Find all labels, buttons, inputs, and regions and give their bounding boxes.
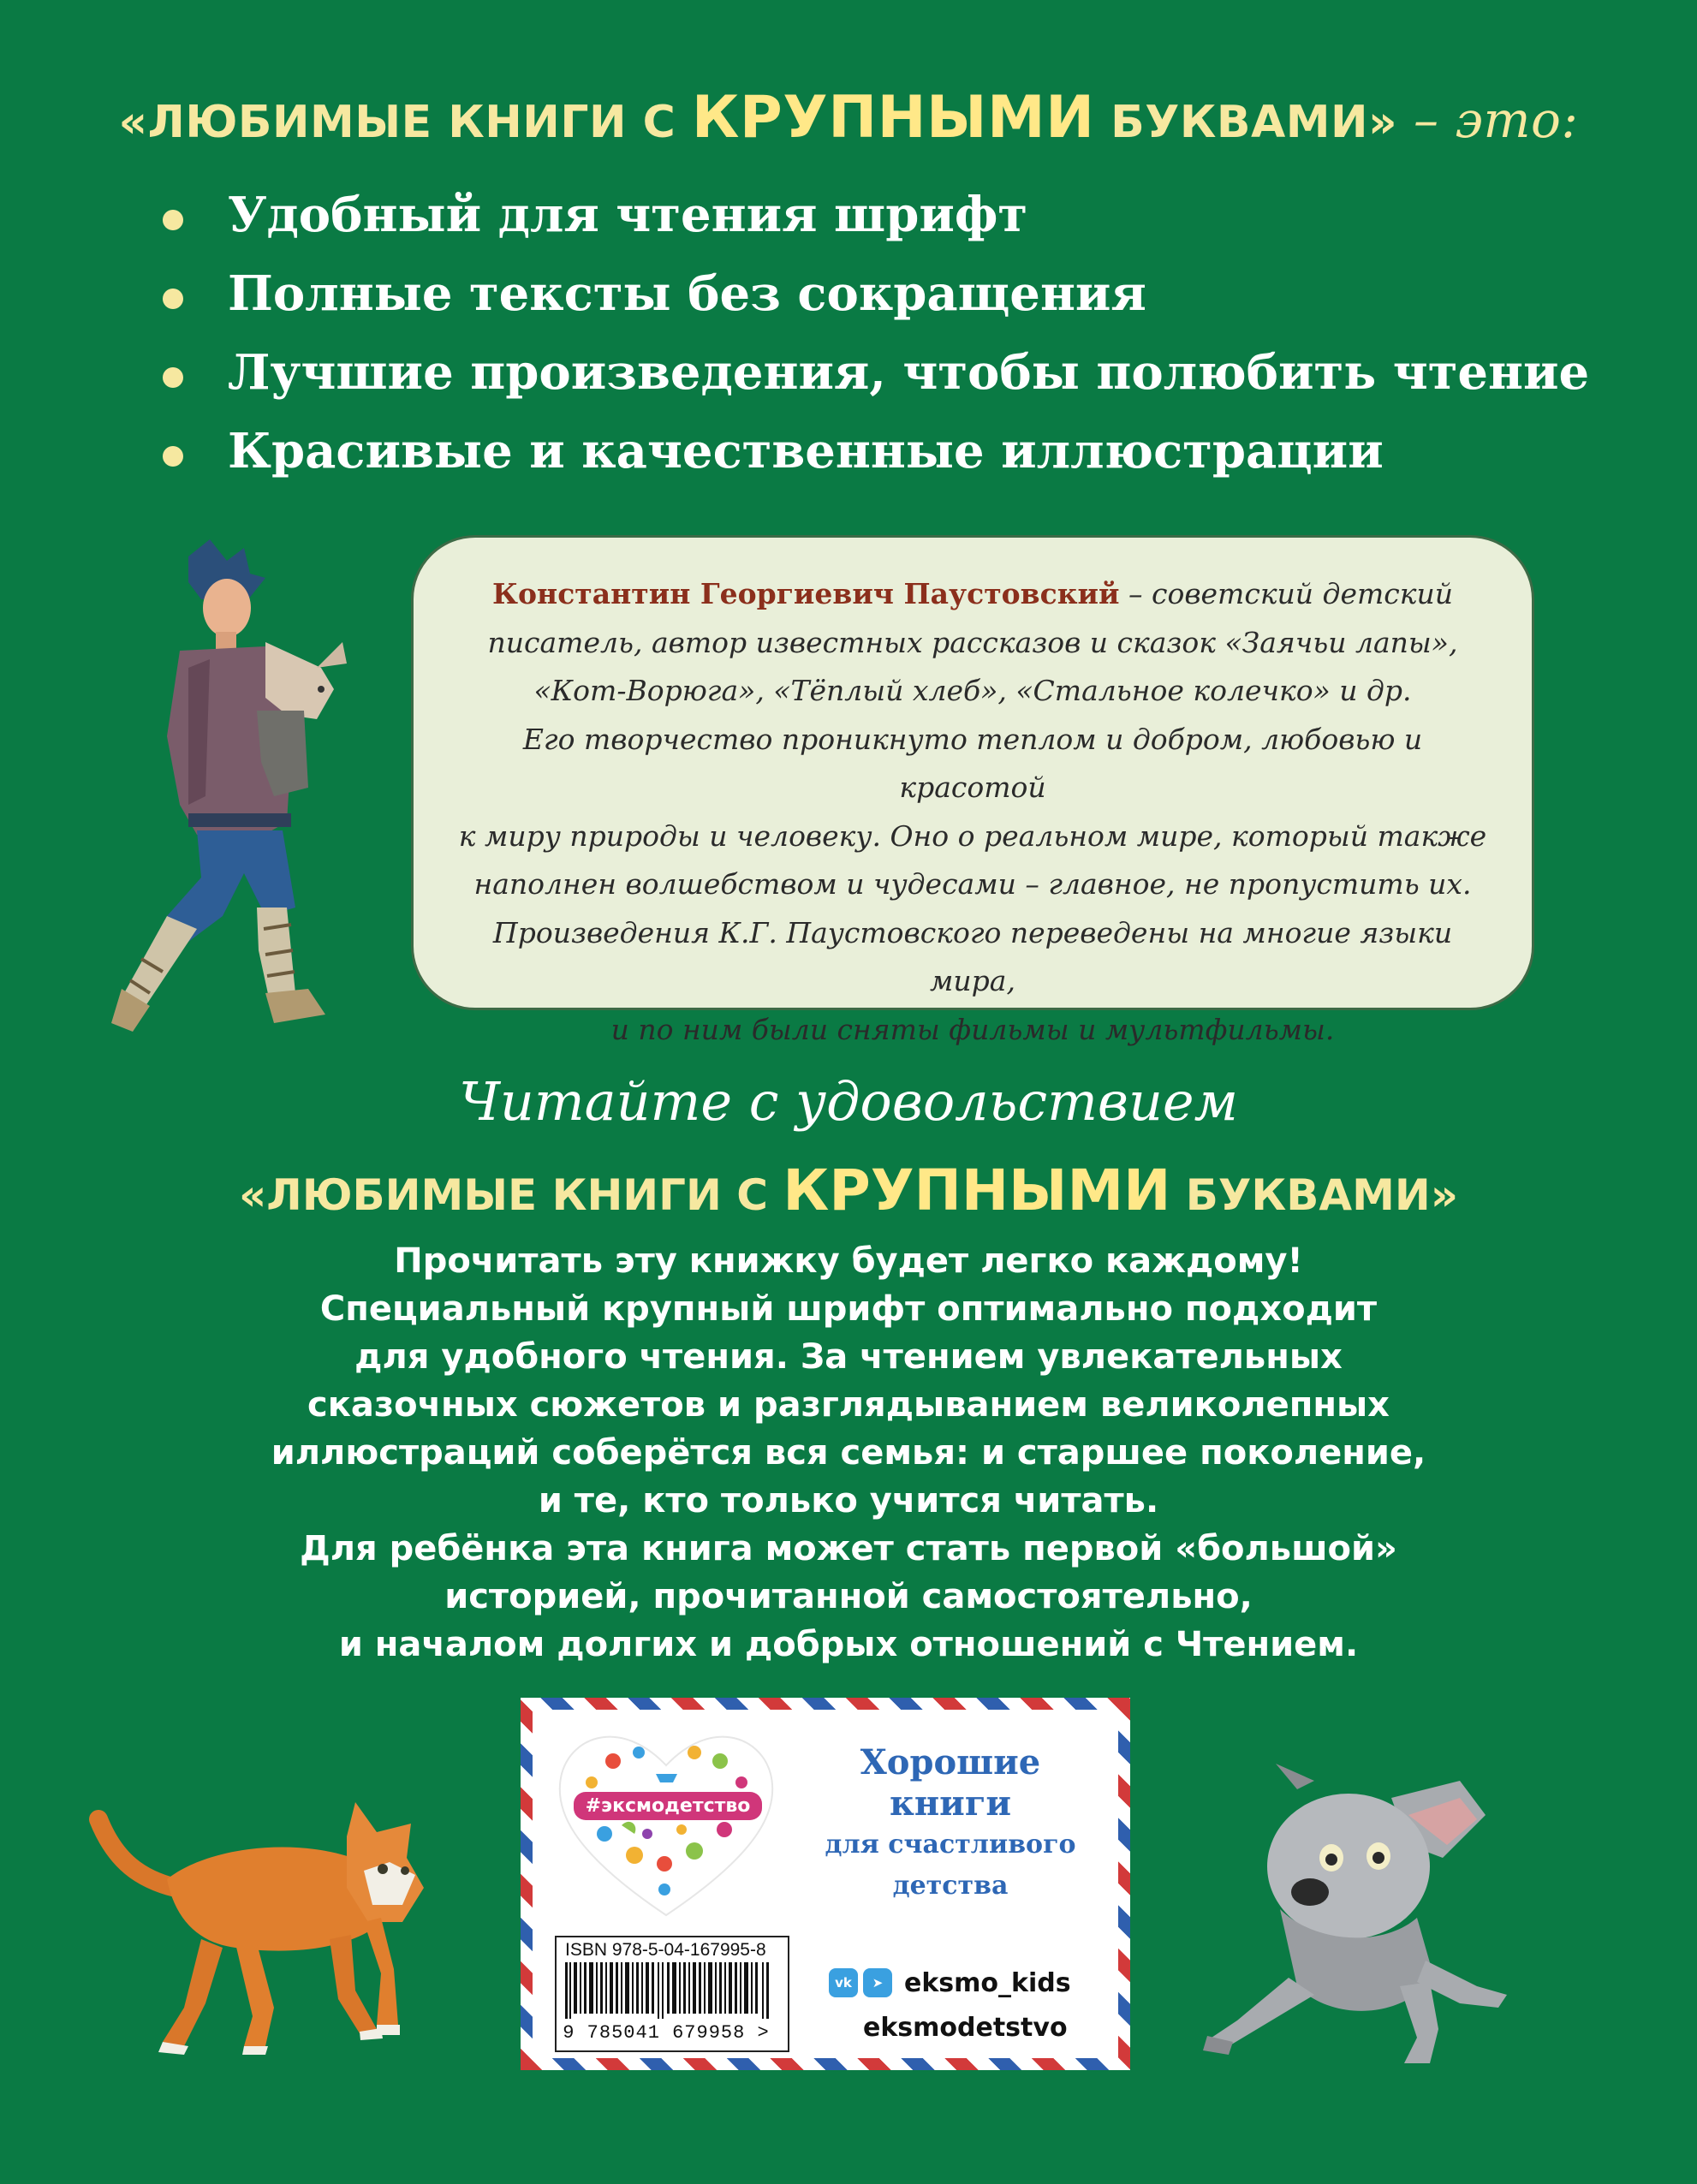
promo-line: и началом долгих и добрых отношений с Чтением. (338, 1625, 1359, 1664)
promo-line: Для ребёнка эта книга может стать первой «большой» (300, 1529, 1397, 1568)
slogan-line: книги (889, 1783, 1011, 1824)
promo-line: Специальный крупный шрифт оптимально подходит (319, 1289, 1378, 1329)
bio-line: «Кот-Ворюга», «Тёплый хлеб», «Стальное колечко» и др. (533, 674, 1412, 707)
bio-line: Его творчество проникнуто теплом и добром, любовью и красотой (522, 722, 1423, 804)
barcode-icon (565, 1962, 774, 2019)
author-name: Константин Георгиевич Паустовский (492, 577, 1120, 610)
features-list (163, 176, 1589, 491)
promo-line: историей, прочитанной самостоятельно, (444, 1577, 1253, 1616)
social-handle[interactable]: eksmo_kids (904, 1967, 1071, 1998)
list-item (163, 412, 1589, 491)
feature-text: Лучшие произведения, чтобы полюбить чтение (228, 344, 1590, 401)
list-item (163, 254, 1589, 333)
barcode-digits: 9 785041 679958 > (563, 2022, 770, 2044)
bio-line: к миру природы и человеку. Оно о реальном мире, который также (458, 818, 1487, 853)
bio-text: – советский детский (1119, 577, 1453, 610)
author-bio-panel (411, 535, 1534, 1046)
list-item (163, 333, 1589, 412)
bio-line: Произведения К.Г. Паустовского переведены на многие языки мира, (492, 915, 1453, 997)
series-emphasis: КРУПНЫМИ (783, 1157, 1171, 1223)
promo-line: и те, кто только учится читать. (538, 1481, 1159, 1520)
read-with-pleasure: Читайте с удовольствием (458, 1070, 1239, 1133)
slogan-line: детства (892, 1871, 1009, 1901)
grey-dog-illustration (1186, 1764, 1511, 2072)
social-row (829, 1962, 1071, 2003)
isbn-number: ISBN 978-5-04-167995-8 (565, 1940, 766, 1960)
promo-line: сказочных сюжетов и разглядыванием великолепных (307, 1385, 1390, 1425)
card-slogan (796, 1742, 1105, 1907)
feature-text: Удобный для чтения шрифт (228, 187, 1028, 243)
boy-with-hare-illustration (60, 539, 368, 1044)
bullet-icon (163, 289, 183, 309)
promo-line: для удобного чтения. За чтением увлекательных (354, 1337, 1343, 1377)
list-item (163, 176, 1589, 254)
telegram-icon[interactable]: ➤ (863, 1968, 892, 1997)
promo-line: Прочитать эту книжку будет легко каждому! (394, 1241, 1303, 1281)
social-handle-2[interactable]: eksmodetstvo (863, 2013, 1068, 2043)
feature-text: Полные тексты без сокращения (228, 265, 1146, 322)
bio-line: писатель, автор известных рассказов и сказок «Заячьи лапы», (487, 625, 1458, 659)
promo-text (0, 1237, 1697, 1669)
headline-part: БУКВАМИ» (1094, 97, 1398, 148)
series-headline (0, 84, 1697, 152)
bullet-icon (163, 367, 183, 388)
series-title (0, 1157, 1697, 1223)
slogan-line: Хорошие (860, 1742, 1041, 1782)
vk-icon[interactable]: vk (829, 1968, 858, 1997)
bio-line: и по ним были сняты фильмы и мультфильмы. (610, 1012, 1335, 1046)
bullet-icon (163, 446, 183, 467)
bullet-icon (163, 210, 183, 230)
series-part: БУКВАМИ» (1170, 1170, 1459, 1220)
headline-emphasis: КРУПНЫМИ (691, 84, 1095, 152)
hashtag-badge: #эксмодетство (574, 1792, 762, 1820)
headline-part: «ЛЮБИМЫЕ КНИГИ С (118, 97, 692, 148)
series-part: «ЛЮБИМЫЕ КНИГИ С (238, 1170, 783, 1220)
promo-line: иллюстраций соберётся вся семья: и старшее поколение, (271, 1433, 1426, 1473)
bio-line: наполнен волшебством и чудесами – главное, не пропустить их. (473, 867, 1472, 901)
ginger-cat-illustration (81, 1785, 475, 2059)
slogan-line: для счастливого (825, 1830, 1076, 1860)
headline-tail: – это: (1397, 91, 1579, 149)
feature-text: Красивые и качественные иллюстрации (228, 423, 1384, 479)
